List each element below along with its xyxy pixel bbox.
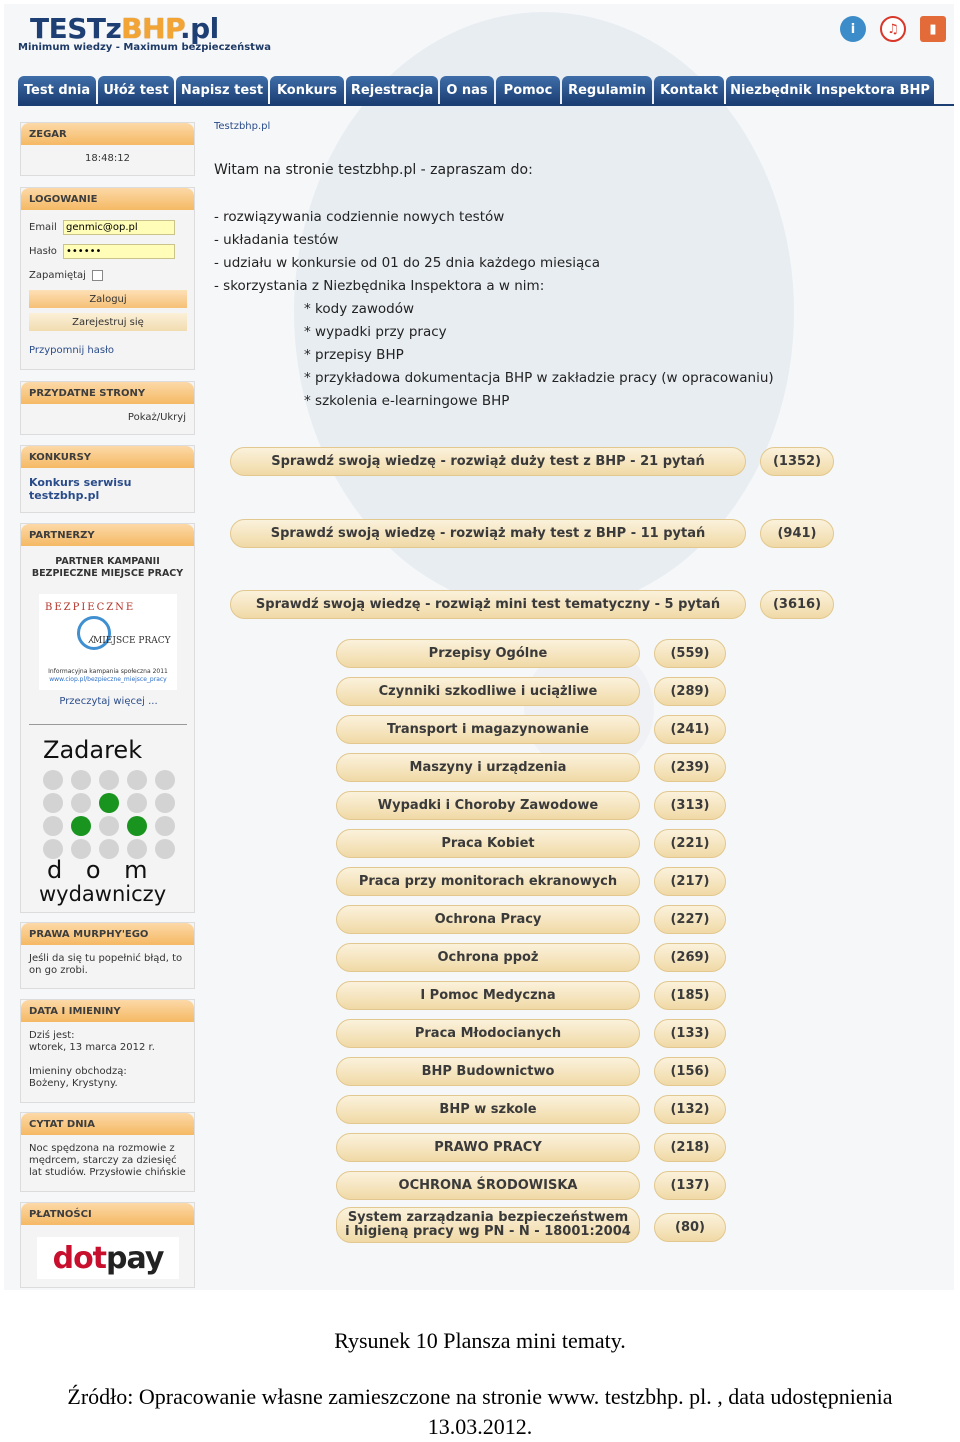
- topic-button-sms[interactable]: [336, 1207, 640, 1243]
- topic-count: (185): [654, 981, 726, 1010]
- grid-dot-green: [127, 816, 147, 836]
- password-field[interactable]: ••••••: [63, 244, 175, 259]
- nav-tab-napisz-test[interactable]: Napisz test: [176, 76, 268, 104]
- topic-button[interactable]: I Pomoc Medyczna: [336, 981, 640, 1010]
- murphy-title: PRAWA MURPHY'EGO: [21, 923, 194, 945]
- welcome-text: Witam na stronie testzbhp.pl - zapraszam do:: [214, 162, 533, 178]
- nav-tab-uloz-test[interactable]: Ułóż test: [98, 76, 174, 104]
- zadarek-title: Zadarek: [43, 736, 143, 764]
- names-value: Bożeny, Krystyny.: [29, 1078, 118, 1089]
- grid-dot: [43, 770, 63, 790]
- topic-button[interactable]: BHP w szkole: [336, 1095, 640, 1124]
- sub-feature-item: * wypadki przy pracy: [304, 324, 447, 340]
- topic-count: (80): [654, 1213, 726, 1242]
- logo-part-b: BHP: [121, 12, 180, 45]
- topic-button[interactable]: Transport i magazynowanie: [336, 715, 640, 744]
- today-label: Dziś jest:: [29, 1030, 75, 1041]
- grid-dot: [155, 839, 175, 859]
- campaign-line2: BEZPIECZNE MIEJSCE PRACY: [31, 568, 184, 579]
- topic-button[interactable]: Wypadki i Choroby Zawodowe: [336, 791, 640, 820]
- useful-toggle[interactable]: Pokaż/Ukryj: [127, 412, 186, 423]
- grid-dot: [155, 770, 175, 790]
- feature-list: [214, 206, 774, 413]
- remember-label: Zapamiętaj: [29, 269, 86, 281]
- topic-button[interactable]: Ochrona Pracy: [336, 905, 640, 934]
- topic-count: (227): [654, 905, 726, 934]
- feature-item: - skorzystania z Niezbędnika Inspektora a w nim:: [214, 278, 545, 294]
- mini-test-count: (3616): [760, 590, 834, 619]
- remind-password-link[interactable]: Przypomnij hasło: [29, 345, 115, 356]
- murphy-box: [20, 922, 195, 989]
- quote-title: CYTAT DNIA: [21, 1113, 194, 1135]
- payments-title: PŁATNOŚCI: [21, 1203, 194, 1225]
- campaign-line1: PARTNER KAMPANII: [55, 556, 160, 567]
- site-logo[interactable]: [30, 12, 219, 45]
- register-button[interactable]: Zarejestruj się: [29, 313, 187, 331]
- nav-tab-regulamin[interactable]: Regulamin: [562, 76, 652, 104]
- email-label: Email: [29, 221, 57, 233]
- grid-dot: [155, 816, 175, 836]
- exit-icon[interactable]: ▮: [920, 16, 946, 42]
- topic-count: (218): [654, 1133, 726, 1162]
- sub-feature-item: * przykładowa dokumentacja BHP w zakładzie pracy (w opracowaniu): [304, 370, 774, 386]
- topic-button[interactable]: OCHRONA ŚRODOWISKA: [336, 1171, 640, 1200]
- grid-dot: [43, 793, 63, 813]
- grid-dot: [43, 816, 63, 836]
- sub-feature-item: * przepisy BHP: [304, 347, 404, 363]
- source-line1: Źródło: Opracowanie własne zamieszczone na stronie www. testzbhp. pl. , data udostępnienia: [67, 1384, 893, 1409]
- payments-box: [20, 1202, 195, 1288]
- breadcrumb[interactable]: Testzbhp.pl: [214, 121, 271, 132]
- grid-dot: [71, 793, 91, 813]
- campaign-banner[interactable]: [39, 594, 177, 690]
- logo-part-c: .pl: [179, 12, 219, 45]
- header-icons: [840, 16, 946, 42]
- useful-box: [20, 381, 195, 435]
- topic-count: (559): [654, 639, 726, 668]
- zadarek-mid: d o m: [47, 856, 156, 884]
- main-nav: [18, 76, 934, 104]
- banner-arc: BEZPIECZNE: [45, 602, 136, 613]
- topic-count: (289): [654, 677, 726, 706]
- feature-item: - rozwiązywania codziennie nowych testów: [214, 209, 505, 225]
- site-tagline: Minimum wiedzy - Maximum bezpieczeństwa: [18, 42, 271, 53]
- nav-tab-rejestracja[interactable]: Rejestracja: [346, 76, 438, 104]
- partners-box: [20, 523, 195, 913]
- topic-sms-line1: System zarządzania bezpieczeństwem: [347, 1210, 629, 1225]
- grid-dot: [127, 770, 147, 790]
- small-test-count: (941): [760, 519, 834, 548]
- mini-test-button[interactable]: Sprawdź swoją wiedzę - rozwiąż mini test tematyczny - 5 pytań: [230, 590, 746, 619]
- topic-button[interactable]: PRAWO PRACY: [336, 1133, 640, 1162]
- grid-dot: [127, 793, 147, 813]
- grid-dot: [71, 770, 91, 790]
- topic-count: (313): [654, 791, 726, 820]
- topic-count: (133): [654, 1019, 726, 1048]
- dotpay-logo[interactable]: [37, 1237, 179, 1279]
- screenshot-frame: [4, 4, 954, 1290]
- remember-checkbox[interactable]: [92, 270, 103, 281]
- contests-box: [20, 445, 195, 513]
- topic-count: (221): [654, 829, 726, 858]
- quote-box: [20, 1112, 195, 1192]
- login-title: LOGOWANIE: [21, 188, 194, 210]
- sound-off-icon[interactable]: ♫: [880, 16, 906, 42]
- password-label: Hasło: [29, 245, 57, 257]
- names-label: Imieniny obchodzą:: [29, 1066, 127, 1077]
- zadarek-bottom: wydawniczy: [39, 882, 167, 906]
- partners-divider: [29, 724, 187, 725]
- clock-title: ZEGAR: [21, 123, 194, 145]
- topic-count: (239): [654, 753, 726, 782]
- nav-tab-kontakt[interactable]: Kontakt: [654, 76, 724, 104]
- big-test-count: (1352): [760, 447, 834, 476]
- login-box: [20, 187, 195, 370]
- email-field[interactable]: genmic@op.pl: [63, 220, 175, 235]
- nav-tab-konkurs[interactable]: Konkurs: [270, 76, 344, 104]
- grid-dot: [155, 793, 175, 813]
- nav-tab-niezbednik[interactable]: Niezbędnik Inspektora BHP: [726, 76, 934, 104]
- clock-box: [20, 122, 195, 176]
- topic-button[interactable]: Praca Kobiet: [336, 829, 640, 858]
- person-icon: ⁁: [89, 624, 93, 643]
- nav-tab-o-nas[interactable]: O nas: [440, 76, 494, 104]
- nav-tab-test-dnia[interactable]: Test dnia: [18, 76, 96, 104]
- topic-button[interactable]: Przepisy Ogólne: [336, 639, 640, 668]
- sub-feature-item: * kody zawodów: [304, 301, 415, 317]
- topic-count: (241): [654, 715, 726, 744]
- source-caption: [0, 1382, 960, 1442]
- source-line2: 13.03.2012.: [427, 1414, 533, 1439]
- sub-feature-item: * szkolenia e-learningowe BHP: [304, 393, 510, 409]
- topic-button[interactable]: BHP Budownictwo: [336, 1057, 640, 1086]
- murphy-text: Jeśli da się tu popełnić błąd, to on go zrobi.: [29, 953, 183, 976]
- topic-count: (269): [654, 943, 726, 972]
- logo-part-a: TESTz: [30, 12, 122, 45]
- grid-dot: [99, 816, 119, 836]
- contest-link[interactable]: Konkurs serwisu testzbhp.pl: [29, 476, 132, 502]
- banner-text: MIEJSCE PRACY: [93, 636, 171, 646]
- login-button[interactable]: Zaloguj: [29, 290, 187, 308]
- figure-caption: Rysunek 10 Plansza mini tematy.: [334, 1328, 626, 1353]
- nav-underline: [18, 104, 954, 106]
- grid-dot-green: [99, 793, 119, 813]
- banner-caption: Informacyjna kampania społeczna 2011: [48, 668, 168, 675]
- small-test-button[interactable]: Sprawdź swoją wiedzę - rozwiąż mały test z BHP - 11 pytań: [230, 519, 746, 548]
- topic-count: (156): [654, 1057, 726, 1086]
- topic-button[interactable]: Maszyny i urządzenia: [336, 753, 640, 782]
- topic-button[interactable]: Praca przy monitorach ekranowych: [336, 867, 640, 896]
- clock-time: 18:48:12: [85, 153, 130, 164]
- info-icon[interactable]: i: [840, 16, 866, 42]
- topic-count: (132): [654, 1095, 726, 1124]
- banner-url: www.ciop.pl/bezpieczne_miejsce_pracy: [49, 676, 167, 683]
- topic-count: (137): [654, 1171, 726, 1200]
- topic-button[interactable]: Praca Młodocianych: [336, 1019, 640, 1048]
- topic-button[interactable]: Czynniki szkodliwe i uciążliwe: [336, 677, 640, 706]
- date-box: [20, 999, 195, 1103]
- contests-title: KONKURSY: [21, 446, 194, 468]
- dotpay-logo-a: dot: [52, 1240, 107, 1276]
- useful-title: PRZYDATNE STRONY: [21, 382, 194, 404]
- dotpay-logo-b: pay: [106, 1240, 164, 1276]
- big-test-button[interactable]: Sprawdź swoją wiedzę - rozwiąż duży test z BHP - 21 pytań: [230, 447, 746, 476]
- partners-title: PARTNERZY: [21, 524, 194, 546]
- feature-item: - układania testów: [214, 232, 339, 248]
- topic-sms-line2: i higieną pracy wg PN - N - 18001:2004: [345, 1224, 631, 1239]
- nav-tab-pomoc[interactable]: Pomoc: [496, 76, 560, 104]
- quote-text: Noc spędzona na rozmowie z mędrcem, starczy za dziesięć lat studiów. Przysłowie chińskie: [29, 1143, 186, 1178]
- topic-count: (217): [654, 867, 726, 896]
- feature-item: - udziału w konkursie od 01 do 25 dnia każdego miesiąca: [214, 255, 600, 271]
- read-more-link[interactable]: Przeczytaj więcej ...: [59, 696, 158, 707]
- date-title: DATA I IMIENINY: [21, 1000, 194, 1022]
- grid-dot-green: [71, 816, 91, 836]
- topic-button[interactable]: Ochrona ppoż: [336, 943, 640, 972]
- today-value: wtorek, 13 marca 2012 r.: [29, 1042, 155, 1053]
- grid-dot: [99, 770, 119, 790]
